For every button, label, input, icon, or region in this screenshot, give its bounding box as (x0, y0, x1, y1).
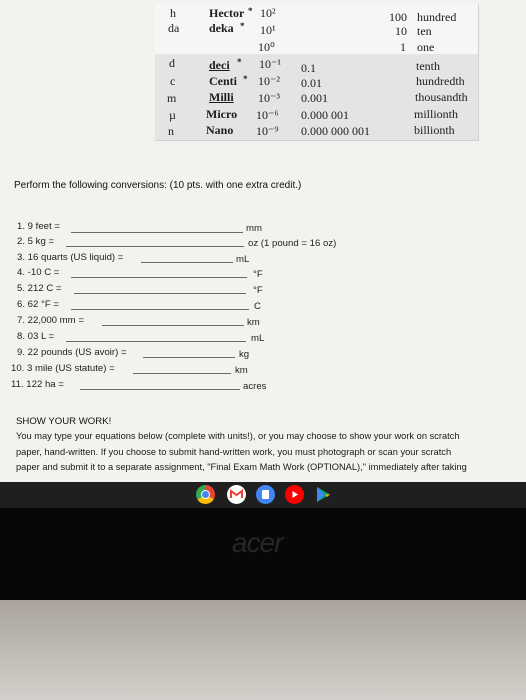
metric-prefix-table (155, 4, 479, 141)
answer-blank[interactable] (74, 293, 246, 294)
prefix-symbol: n (168, 124, 174, 138)
words-label: millionth (414, 107, 459, 121)
prefix-name: Centi (209, 74, 237, 88)
answer-unit: °F (253, 285, 263, 296)
taskbar (0, 482, 526, 508)
prefix-name: Milli (209, 90, 234, 104)
prefix-name: deka (209, 21, 234, 35)
prefix-power: 10² (260, 6, 276, 20)
words-number: 100 (389, 10, 407, 24)
gmail-icon[interactable] (227, 485, 246, 504)
answer-blank[interactable] (143, 357, 235, 358)
prefix-name: deci (209, 58, 230, 72)
prefix-symbol: c (170, 74, 176, 88)
acer-logo: acer (232, 527, 283, 558)
prefix-symbol: µ (169, 108, 176, 122)
answer-blank[interactable] (71, 277, 247, 278)
prefix-name: Hector (209, 6, 245, 20)
answer-unit: mL (236, 254, 250, 265)
prefix-power: 10⁻⁶ (256, 108, 279, 122)
prefix-value: 0.1 (301, 61, 316, 75)
answer-unit: oz (1 pound = 16 oz) (248, 238, 337, 249)
prefix-power: 10⁻¹ (259, 57, 281, 71)
question-prompt: 11. 122 ha = (11, 379, 64, 390)
words-label: hundred (417, 10, 457, 24)
prefix-star: * (240, 21, 245, 31)
prefix-name: Nano (206, 123, 234, 137)
answer-blank[interactable] (66, 341, 246, 342)
words-label: tenth (416, 59, 440, 73)
answer-unit: mm (246, 223, 262, 234)
prefix-value: 0.000 001 (301, 108, 349, 122)
prefix-power: 10⁻² (258, 74, 280, 88)
words-number: 10 (395, 24, 407, 38)
prefix-value: 0.01 (301, 76, 322, 90)
answer-blank[interactable] (71, 309, 249, 310)
chrome-icon[interactable] (196, 485, 215, 504)
answer-blank[interactable] (71, 232, 243, 233)
words-label: one (417, 40, 435, 54)
question-prompt: 4. -10 C = (17, 267, 60, 278)
question-prompt: 9. 22 pounds (US avoir) = (17, 347, 127, 358)
prefix-value: 0.001 (301, 91, 328, 105)
prefix-star: * (243, 74, 248, 84)
question-prompt: 3. 16 quarts (US liquid) = (17, 252, 124, 263)
answer-unit: mL (251, 333, 265, 344)
prefix-value: 0.000 000 001 (301, 124, 370, 138)
answer-blank[interactable] (133, 373, 231, 374)
question-prompt: 7. 22,000 mm = (17, 315, 84, 326)
answer-blank[interactable] (102, 325, 244, 326)
prefix-star: * (237, 57, 242, 67)
words-label: billionth (414, 123, 455, 137)
youtube-icon[interactable] (285, 485, 304, 504)
prefix-symbol: d (169, 56, 175, 70)
words-label: thousandth (415, 90, 468, 104)
words-label: ten (417, 24, 432, 38)
answer-unit: km (235, 365, 248, 376)
prefix-symbol: h (170, 6, 176, 20)
prefix-star: * (248, 6, 253, 16)
answer-blank[interactable] (141, 262, 233, 263)
show-work-line: You may type your equations below (complete with units!), or you may choose to show your work on scratch (16, 431, 460, 441)
answer-blank[interactable] (80, 389, 240, 390)
docs-icon[interactable] (256, 485, 275, 504)
show-work-heading: SHOW YOUR WORK! (16, 416, 112, 427)
question-prompt: 5. 212 C = (17, 283, 62, 294)
words-label: hundredth (416, 74, 465, 88)
answer-blank[interactable] (66, 246, 244, 247)
question-prompt: 6. 62 °F = (17, 299, 59, 310)
show-work-line: paper and submit it to a separate assignment, "Final Exam Math Work (OPTIONAL)," immediately after taking (16, 462, 467, 472)
answer-unit: °F (253, 269, 263, 280)
answer-unit: C (254, 301, 261, 312)
answer-unit: acres (243, 381, 267, 392)
instructions-text: Perform the following conversions: (10 pts. with one extra credit.) (14, 180, 302, 191)
words-number: 1 (400, 40, 406, 54)
show-work-line: paper, hand-written. If you choose to submit hand-written work, you must photograph or scan your scratch (16, 447, 452, 457)
prefix-name: Micro (206, 107, 238, 121)
prefix-power: 10⁻⁹ (256, 124, 279, 138)
play-store-icon[interactable] (314, 485, 333, 504)
prefix-power: 10⁻³ (258, 91, 280, 105)
prefix-power: 10⁰ (258, 40, 275, 54)
question-prompt: 10. 3 mile (US statute) = (11, 363, 115, 374)
question-prompt: 2. 5 kg = (17, 236, 55, 247)
answer-unit: kg (239, 349, 250, 360)
question-prompt: 8. 03 L = (17, 331, 55, 342)
answer-unit: km (247, 317, 260, 328)
prefix-symbol: da (168, 21, 180, 35)
desk-surface (0, 600, 526, 700)
prefix-symbol: m (167, 91, 177, 105)
question-prompt: 1. 9 feet = (17, 221, 60, 232)
prefix-power: 10¹ (260, 23, 276, 37)
